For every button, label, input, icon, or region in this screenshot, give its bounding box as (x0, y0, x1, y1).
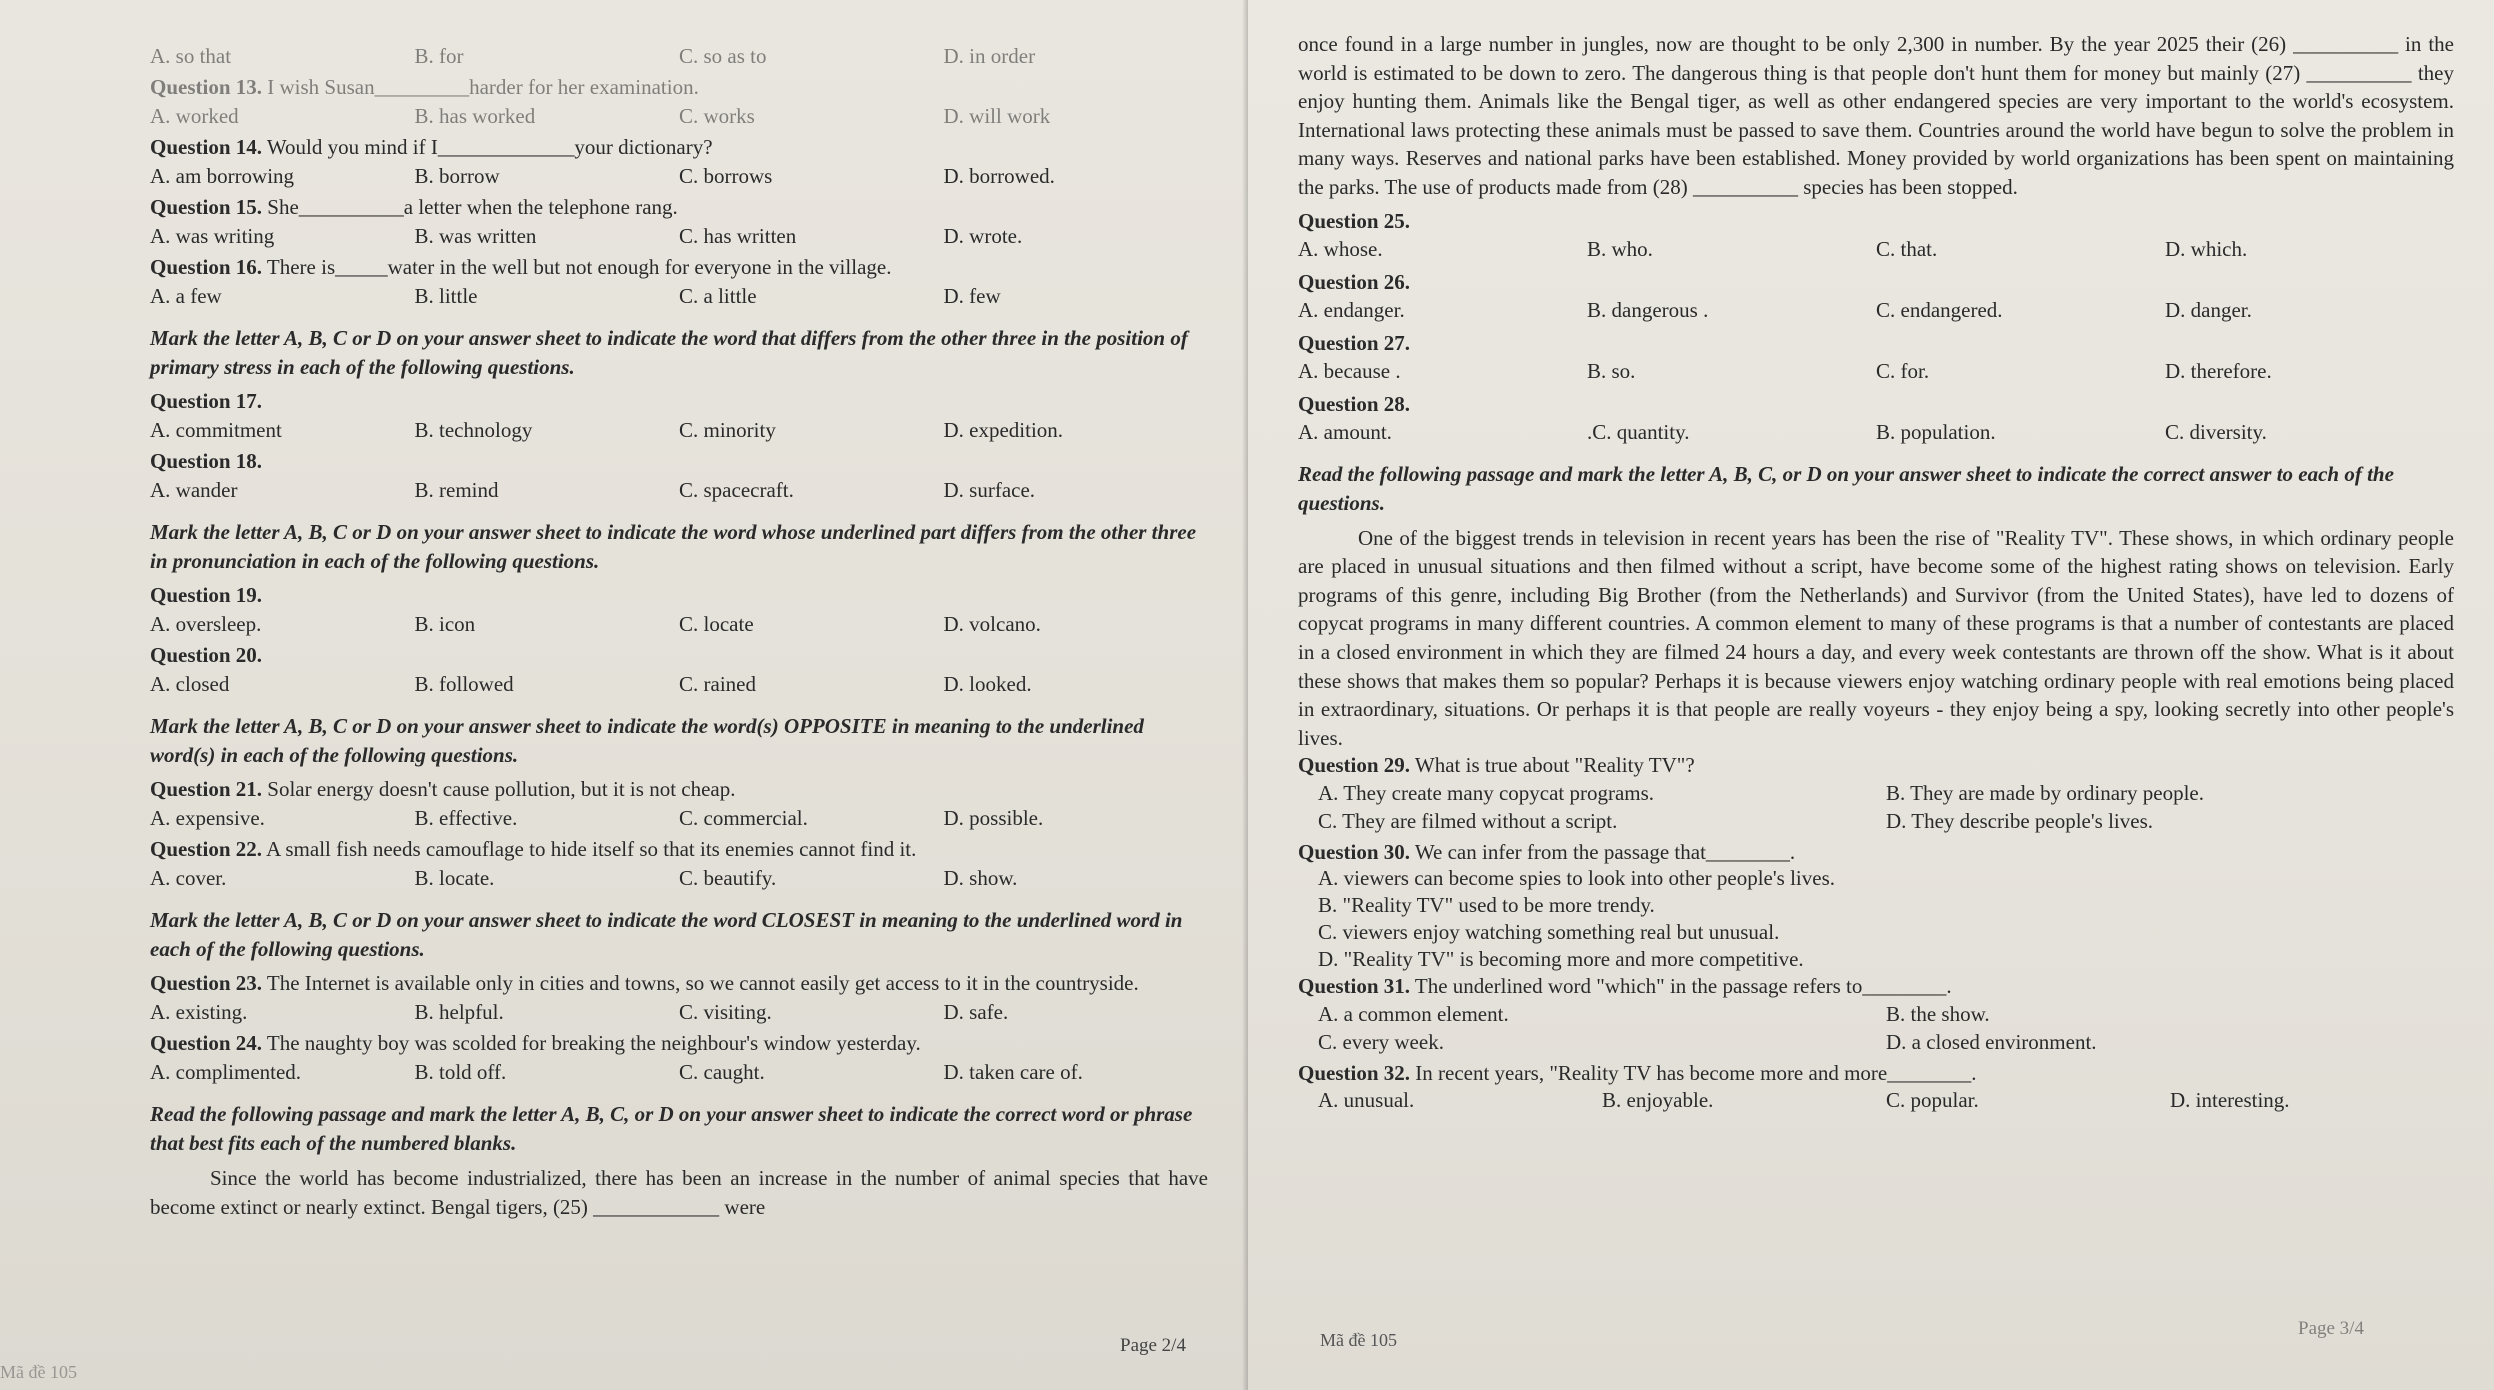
q23-options: A. existing. B. helpful. C. visiting. D. safe. (150, 1000, 1009, 1024)
instruction-reading: Read the following passage and mark the letter A, B, C, or D on your answer sheet to indicate the correct answer to each of the questions. (1298, 461, 2394, 515)
instruction-blanks: Read the following passage and mark the letter A, B, C, or D on your answer sheet to indicate the correct word or phrase that best fits each of the numbered blanks. (150, 1102, 1193, 1155)
instruction-opposite: Mark the letter A, B, C or D on your answer sheet to indicate the word(s) OPPOSITE in meaning to the underlined word(s) in each of the following questions. (150, 714, 1144, 767)
q28-options: A. amount. .C. quantity. B. population. C. diversity. (1298, 419, 2267, 444)
q14-options: A. am borrowing B. borrow C. borrows D. borrowed. (150, 164, 1055, 188)
exam-code: Mã đề 105 (1320, 1330, 1397, 1350)
q16-options: A. a few B. little C. a little D. few (150, 284, 1001, 308)
question-27: Question 27. (1298, 330, 1411, 355)
question-13: Question 13. I wish Susan_________harder for her examination. (150, 75, 699, 99)
question-14: Question 14. Would you mind if I_____________your dictionary? (150, 135, 713, 159)
q30-options: A. viewers can become spies to look into other people's lives. B. "Reality TV" used to be more trendy. C. viewers enjoy watching something real but unusual. D. "Reality TV" is becoming more and more competitive. (1318, 866, 1835, 972)
q15-options: A. was writing B. was written C. has written D. wrote. (150, 224, 1023, 248)
question-22: Question 22. A small fish needs camouflage to hide itself so that its enemies cannot find it. (150, 837, 917, 861)
option: A. so that (150, 44, 232, 68)
question-21: Question 21. Solar energy doesn't cause pollution, but it is not cheap. (150, 777, 736, 801)
question-32: Question 32. In recent years, "Reality TV has become more and more________. (1298, 1061, 1977, 1086)
q13-options: A. worked B. has worked C. works D. will work (150, 104, 1051, 128)
q31-options: A. a common element. B. the show. C. every week. D. a closed environment. (1318, 1002, 2097, 1055)
passage-1-start: Since the world has become industrialized, there has been an increase in the number of animal species that have become extinct or nearly extinct. Bengal tigers, (25) ____________ were (150, 1166, 1208, 1219)
exam-page-right (1248, 0, 2494, 1390)
question-16: Question 16. There is_____water in the well but not enough for everyone in the village. (150, 255, 892, 279)
instruction-stress: Mark the letter A, B, C or D on your answer sheet to indicate the word that differs from the other three in the position of primary stress in each of the following questions. (150, 326, 1188, 379)
page-number: Page 3/4 (2298, 1318, 2364, 1339)
instruction-pronunciation: Mark the letter A, B, C or D on your answer sheet to indicate the word whose underlined part differs from the other three in pronunciation in each of the following questions. (150, 520, 1197, 573)
question-23: Question 23. The Internet is available only in cities and towns, so we cannot easily get access to it in the countryside. (150, 971, 1139, 995)
q20-options: A. closed B. followed C. rained D. looked. (150, 672, 1032, 696)
q12-options (150, 43, 1208, 70)
question-30: Question 30. We can infer from the passage that________. (1298, 840, 1796, 865)
question-19: Question 19. (150, 583, 263, 607)
question-28: Question 28. (1298, 391, 1411, 416)
question-20: Question 20. (150, 643, 263, 667)
q27-options: A. because . B. so. C. for. D. therefore. (1298, 358, 2272, 383)
option: C. so as to (679, 44, 767, 68)
question-17: Question 17. (150, 389, 263, 413)
question-15: Question 15. She__________a letter when the telephone rang. (150, 195, 678, 219)
exam-code: Mã đề 105 (0, 1362, 77, 1382)
question-26: Question 26. (1298, 269, 1411, 294)
q25-options: A. whose. B. who. C. that. D. which. (1298, 236, 2248, 261)
passage-2: One of the biggest trends in television in recent years has been the rise of "Reality TV". These shows, in which ordinary people are placed in unusual situations and then filmed without a script, have become some of the highest rating shows on television. Early programs of this genre, including Big Brother (from the Netherlands) and Survivor (from the United States), have led to dozens of copycat programs in many different countries. A common element to many of these programs is that a number of contestants are placed in a closed environment in which they are filmed 24 hours a day, and every week contestants are thrown off the show. What is it about these shows that makes them so popular? Perhaps it is because viewers enjoy watching ordinary people with real emotions being placed in extraordinary, situations. Or perhaps it is that people are really voyeurs - they enjoy being a spy, looking secretly into other people's lives. (1298, 525, 2454, 750)
q21-options: A. expensive. B. effective. C. commercial. D. possible. (150, 806, 1044, 830)
question-25: Question 25. (1298, 208, 1411, 233)
q22-options: A. cover. B. locate. C. beautify. D. show. (150, 866, 1018, 890)
passage-1-continued: once found in a large number in jungles, now are thought to be only 2,300 in number. By the year 2025 their (26) __________ in the world is estimated to be down to zero. The dangerous thing is that people don't hunt them for money but mainly (27) __________ they enjoy hunting them. Animals like the Bengal tiger, as well as other endangered species are very important to the world's ecosystem. International laws protecting these animals must be passed to save them. Countries around the world have begun to solve the problem in many ways. Reserves and national parks have been established. Money provided by world organizations has been spent on maintaining the parks. The use of products made from (28) __________ species has been stopped. (1298, 32, 2454, 199)
q26-options: A. endanger. B. dangerous . C. endangered. D. danger. (1298, 297, 2252, 322)
page-number: Page 2/4 (1120, 1335, 1186, 1356)
q29-options: A. They create many copycat programs. B. They are made by ordinary people. C. They are filmed without a script. D. They describe people's lives. (1318, 781, 2205, 834)
option: D. in order (943, 44, 1036, 68)
q24-options: A. complimented. B. told off. C. caught. D. taken care of. (150, 1060, 1083, 1084)
question-24: Question 24. The naughty boy was scolded for breaking the neighbour's window yesterday. (150, 1031, 921, 1055)
question-18: Question 18. (150, 449, 263, 473)
q17-options: A. commitment B. technology C. minority D. expedition. (150, 418, 1064, 442)
q32-options: A. unusual. B. enjoyable. C. popular. D. interesting. (1318, 1088, 2290, 1113)
question-29: Question 29. What is true about "Reality TV"? (1298, 753, 1695, 778)
q19-options: A. oversleep. B. icon C. locate D. volcano. (150, 612, 1041, 636)
option: B. for (414, 44, 464, 68)
q18-options: A. wander B. remind C. spacecraft. D. surface. (150, 478, 1036, 502)
question-31: Question 31. The underlined word "which" in the passage refers to________. (1298, 974, 1952, 999)
instruction-closest: Mark the letter A, B, C or D on your answer sheet to indicate the word CLOSEST in meaning to the underlined word in each of the following questions. (150, 908, 1183, 961)
